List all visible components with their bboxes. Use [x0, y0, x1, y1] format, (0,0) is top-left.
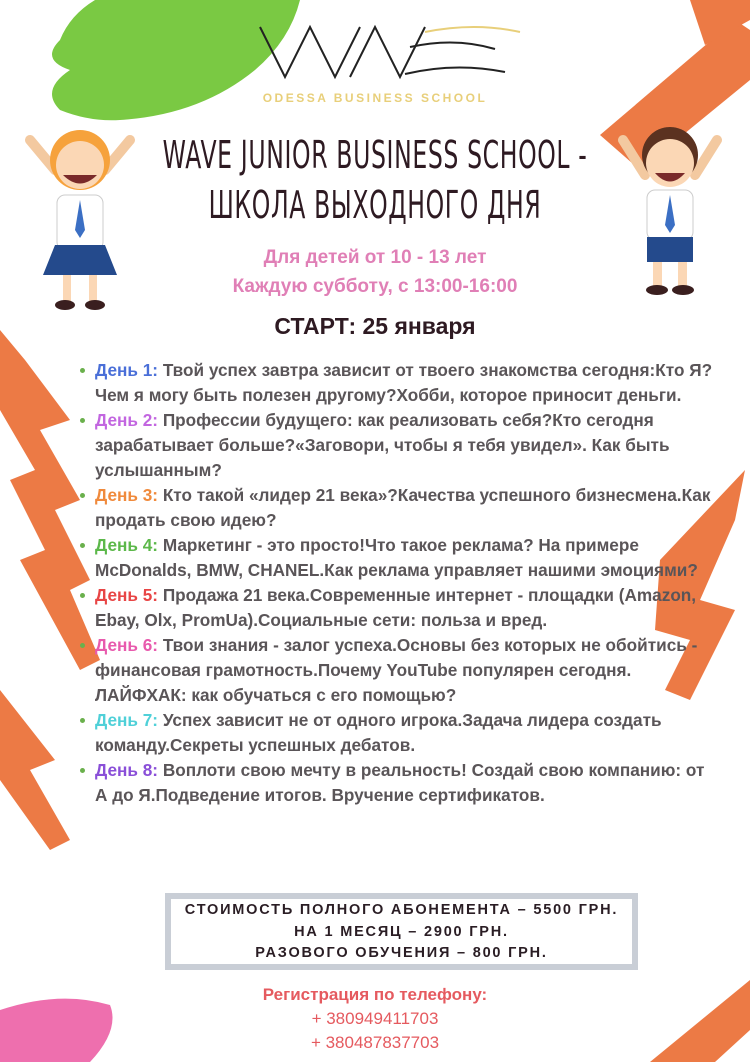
start-date	[0, 313, 750, 340]
list-item: День 2: Профессии будущего: как реализовать себя?Кто сегодня зарабатывает больше?«Заговори, чтобы я тебя увидел». Как быть услышанным?	[80, 408, 720, 483]
day-label: День 3	[95, 485, 153, 505]
bullet-icon	[80, 493, 85, 498]
day-text: Воплоти свою мечту в реальность! Создай свою компанию: от А до Я.Подведение итогов. Вручение сертификатов.	[95, 760, 705, 805]
day-label: День 6	[95, 635, 153, 655]
page-title-line-2: ШКОЛА ВЫХОДНОГО ДНЯ	[208, 183, 542, 227]
list-item: День 6: Твои знания - залог успеха.Основы без которых не обойтись - финансовая грамотность.Почему YouTube популярен сегодня. ЛАЙФХАК: как обучаться с его помощью?	[80, 633, 720, 708]
list-item: День 7: Успех зависит не от одного игрока.Задача лидера создать команду.Секреты успешных дебатов.	[80, 708, 720, 758]
day-text: Маркетинг - это просто!Что такое реклама? На примере McDonalds, BMW, CHANEL.Как реклама управляет нашими эмоциями?	[95, 535, 698, 580]
list-item: День 1: Твой успех завтра зависит от твоего знакомства сегодня:Кто Я? Чем я могу быть полезен другому?Хобби, которое приносит деньги.	[80, 358, 720, 408]
list-item: День 5: Продажа 21 века.Современные интернет - площадки (Amazon, Ebay, Olx, PromUa).Социальные сети: польза и вред.	[80, 583, 720, 633]
day-label: День 5	[95, 585, 153, 605]
start-label: СТАРТ	[274, 313, 349, 339]
day-text: Твои знания - залог успеха.Основы без которых не обойтись - финансовая грамотность.Почему YouTube популярен сегодня. ЛАЙФХАК: как обучаться с его помощью?	[95, 635, 698, 705]
phone-2[interactable]: + 380487837703	[310, 1033, 440, 1052]
logo-subtitle: ODESSA BUSINESS SCHOOL	[262, 91, 488, 105]
bullet-icon	[80, 418, 85, 423]
price-box	[165, 893, 638, 970]
bullet-icon	[80, 543, 85, 548]
day-text: Продажа 21 века.Современные интернет - площадки (Amazon, Ebay, Olx, PromUa).Социальные сети: польза и вред.	[95, 585, 697, 630]
day-label: День 8	[95, 760, 153, 780]
day-text: Профессии будущего: как реализовать себя?Кто сегодня зарабатывает больше?«Заговори, чтобы я тебя увидел». Как быть услышанным?	[95, 410, 670, 480]
day-text: Успех зависит не от одного игрока.Задача лидера создать команду.Секреты успешных дебатов.	[95, 710, 662, 755]
list-item: День 3: Кто такой «лидер 21 века»?Качества успешного бизнесмена.Как продать свою идею?	[80, 483, 720, 533]
day-text: Твой успех завтра зависит от твоего знакомства сегодня:Кто Я? Чем я могу быть полезен другому?Хобби, которое приносит деньги.	[95, 360, 713, 405]
wave-logo	[255, 22, 525, 84]
price-single: РАЗОВОГО ОБУЧЕНИЯ – 800 ГРН.	[255, 945, 548, 961]
day-label: День 1	[95, 360, 153, 380]
orange-zigzag-left-bottom	[0, 690, 70, 850]
bullet-icon	[80, 643, 85, 648]
start-date-value: : 25 января	[348, 313, 476, 339]
price-month: НА 1 МЕСЯЦ – 2900 ГРН.	[294, 923, 509, 940]
page-title-line-1: WAVE JUNIOR BUSINESS SCHOOL -	[162, 133, 588, 177]
price-full: СТОИМОСТЬ ПОЛНОГО АБОНЕМЕНТА – 5500 ГРН.	[184, 902, 619, 918]
day-label: День 2	[95, 410, 153, 430]
list-item: День 8: Воплоти свою мечту в реальность! Создай свою компанию: от А до Я.Подведение итогов. Вручение сертификатов.	[80, 758, 720, 808]
bullet-icon	[80, 368, 85, 373]
bullet-icon	[80, 593, 85, 598]
day-label: День 7	[95, 710, 153, 730]
registration-label: Регистрация по телефону:	[262, 985, 488, 1004]
program-list	[80, 358, 720, 808]
phone-1[interactable]: + 380949411703	[311, 1009, 439, 1028]
bullet-icon	[80, 718, 85, 723]
schedule: Каждую субботу, с 13:00-16:00	[232, 276, 518, 297]
day-label: День 4	[95, 535, 153, 555]
bullet-icon	[80, 768, 85, 773]
age-range: Для детей от 10 - 13 лет	[263, 247, 487, 268]
day-text: Кто такой «лидер 21 века»?Качества успешного бизнесмена.Как продать свою идею?	[95, 485, 711, 530]
list-item: День 4: Маркетинг - это просто!Что такое реклама? На примере McDonalds, BMW, CHANEL.Как реклама управляет нашими эмоциями?	[80, 533, 720, 583]
